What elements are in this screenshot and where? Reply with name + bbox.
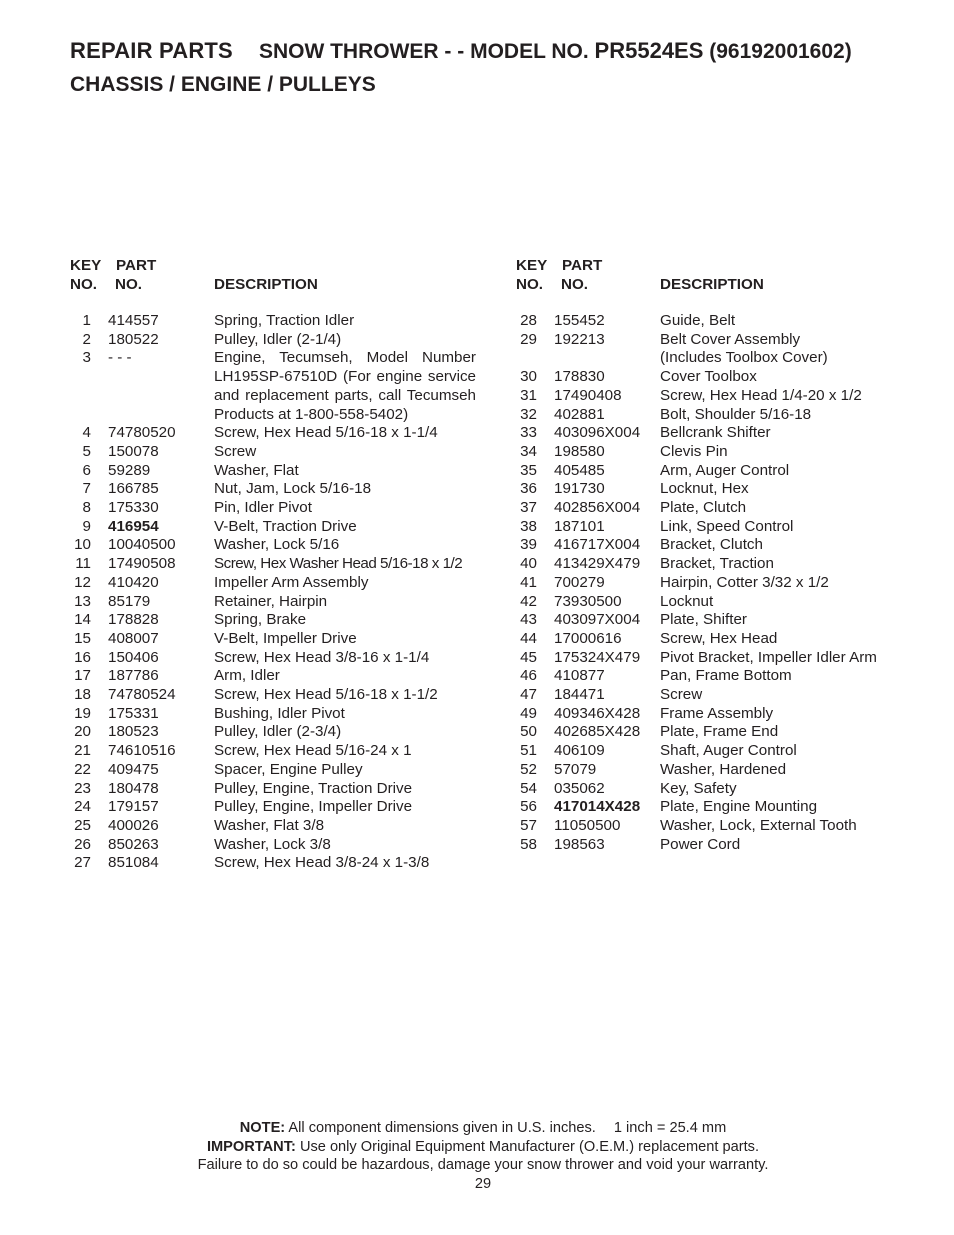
table-row	[70, 854, 490, 873]
table-row	[70, 443, 490, 462]
table-row	[70, 686, 490, 705]
part-number: 187786	[108, 667, 159, 685]
part-number: 178830	[554, 368, 605, 386]
part-number: 184471	[554, 686, 605, 704]
table-row	[516, 518, 936, 537]
key-number: 37	[520, 499, 537, 517]
part-description: Pulley, Engine, Impeller Drive	[214, 798, 413, 816]
key-number: 35	[520, 461, 537, 479]
model-number: PR5524ES	[594, 38, 704, 63]
key-header: KEY	[516, 257, 548, 274]
part-number: 74780520	[108, 424, 176, 442]
key-number: 52	[520, 760, 537, 778]
part-number: 198563	[554, 835, 605, 853]
key-number: 38	[520, 517, 537, 535]
part-number: 416954	[108, 517, 159, 535]
part-number: 403096X004	[554, 424, 641, 442]
key-number: 11	[75, 555, 91, 573]
table-row	[516, 480, 936, 499]
warning-line: Failure to do so could be hazardous, damage your snow thrower and void your warranty.	[197, 1157, 769, 1174]
part-description: Bolt, Shoulder 5/16-18	[660, 405, 812, 423]
part-description: Engine, Tecumseh, Model Number LH195SP-67510D (For engine service and replacement parts, call Tecumseh Products at 1-800-558-5402)	[214, 349, 476, 423]
part-description: Washer, Hardened	[660, 760, 787, 778]
part-number: 409346X428	[554, 704, 641, 722]
part-description: Washer, Flat 3/8	[214, 816, 325, 834]
part-description: (Includes Toolbox Cover)	[660, 349, 828, 367]
table-row	[70, 798, 490, 817]
table-header	[516, 254, 936, 312]
key-number: 5	[82, 442, 91, 460]
page-header	[70, 36, 930, 100]
key-number: 45	[520, 648, 537, 666]
table-row	[516, 761, 936, 780]
key-number: 20	[74, 723, 91, 741]
key-number: 25	[74, 816, 91, 834]
table-row	[516, 667, 936, 686]
part-number: 402856X004	[554, 499, 641, 517]
part-header: PART	[562, 257, 603, 274]
key-number: 22	[74, 760, 91, 778]
part-description: Plate, Frame End	[660, 723, 779, 741]
product-label: SNOW THROWER - - MODEL NO.	[258, 40, 589, 63]
key-number: 40	[520, 555, 537, 573]
section-label: REPAIR PARTS	[70, 38, 233, 63]
part-number: 417014X428	[554, 798, 641, 816]
part-description: Screw, Hex Head	[660, 629, 778, 647]
key-number: 9	[82, 517, 91, 535]
part-description: Washer, Lock, External Tooth	[660, 816, 857, 834]
description-header: DESCRIPTION	[214, 276, 318, 293]
key-number: 24	[74, 798, 91, 816]
key-number: 43	[520, 611, 537, 629]
part-number: 402685X428	[554, 723, 641, 741]
part-description: Power Cord	[660, 835, 741, 853]
title-line	[70, 36, 930, 67]
part-number: 17490408	[554, 386, 622, 404]
table-row	[70, 723, 490, 742]
part-number: 409475	[108, 760, 159, 778]
key-number: 1	[82, 312, 91, 329]
part-description: Locknut, Hex	[660, 480, 749, 498]
model-code: (96192001602)	[709, 40, 852, 63]
part-description: Screw, Hex Head 5/16-18 x 1-1/2	[214, 686, 438, 704]
key-number: 30	[520, 368, 537, 386]
key-number: 39	[520, 536, 537, 554]
key-number: 6	[82, 461, 91, 479]
table-row	[70, 593, 490, 612]
key-number: 16	[74, 648, 91, 666]
part-description: Arm, Idler	[214, 667, 280, 685]
table-row	[70, 742, 490, 761]
part-number: 405485	[554, 461, 605, 479]
key-number: 18	[74, 686, 91, 704]
part-description: Screw, Hex Head 3/8-16 x 1-1/4	[214, 648, 430, 666]
part-description: Guide, Belt	[660, 312, 736, 329]
key-number: 58	[520, 835, 537, 853]
table-row	[516, 705, 936, 724]
key-number: 8	[82, 499, 91, 517]
important-label: IMPORTANT:	[206, 1138, 296, 1155]
part-header: PART	[116, 257, 157, 274]
part-number: 150078	[108, 442, 159, 460]
part-number: 175324X479	[554, 648, 641, 666]
parts-table-left	[70, 254, 490, 873]
key-number: 36	[520, 480, 537, 498]
part-description: Washer, Lock 3/8	[214, 835, 331, 853]
part-number: 17490508	[108, 555, 176, 573]
part-description: Spring, Traction Idler	[214, 312, 355, 329]
table-row	[70, 424, 490, 443]
conversion-text: 1 inch = 25.4 mm	[613, 1120, 727, 1136]
table-row	[70, 574, 490, 593]
table-row	[516, 331, 936, 368]
table-body	[70, 312, 490, 873]
part-description: Hairpin, Cotter 3/32 x 1/2	[660, 573, 829, 591]
key-number: 32	[520, 405, 537, 423]
part-description: Plate, Engine Mounting	[660, 798, 818, 816]
note-label: NOTE:	[239, 1120, 286, 1136]
part-number: 179157	[108, 798, 159, 816]
part-number: 402881	[554, 405, 605, 423]
part-number: 191730	[554, 480, 605, 498]
part-description: V-Belt, Impeller Drive	[214, 629, 357, 647]
part-description: Screw, Hex Head 5/16-18 x 1-1/4	[214, 424, 438, 442]
part-number: 175330	[108, 499, 159, 517]
part-description: Shaft, Auger Control	[660, 742, 797, 760]
table-row	[516, 387, 936, 406]
part-description: Arm, Auger Control	[660, 461, 790, 479]
table-row	[516, 443, 936, 462]
part-number: - - -	[108, 349, 132, 367]
key-number: 4	[82, 424, 91, 442]
part-description: Belt Cover Assembly	[660, 330, 801, 348]
part-number: 403097X004	[554, 611, 641, 629]
part-description: Plate, Clutch	[660, 499, 747, 517]
table-row	[516, 536, 936, 555]
table-row	[70, 499, 490, 518]
part-description: Washer, Flat	[214, 461, 299, 479]
part-number: 850263	[108, 835, 159, 853]
part-description: Bushing, Idler Pivot	[214, 704, 345, 722]
table-row	[70, 312, 490, 331]
key-number: 54	[520, 779, 537, 797]
key-number: 34	[520, 442, 537, 460]
part-number: 17000616	[554, 629, 622, 647]
table-row	[516, 723, 936, 742]
part-description: Screw, Hex Washer Head 5/16-18 x 1/2	[214, 555, 463, 573]
part-header-no: NO.	[561, 276, 589, 293]
table-row	[70, 349, 490, 424]
table-row	[70, 761, 490, 780]
table-row	[516, 798, 936, 817]
part-description: Pulley, Engine, Traction Drive	[214, 779, 413, 797]
part-description: Clevis Pin	[660, 442, 728, 460]
table-row	[70, 518, 490, 537]
part-number: 85179	[108, 592, 151, 610]
important-line	[0, 1138, 954, 1157]
table-row	[70, 630, 490, 649]
part-description: Washer, Lock 5/16	[214, 536, 340, 554]
key-number: 28	[520, 312, 537, 329]
table-row	[516, 499, 936, 518]
part-description: Impeller Arm Assembly	[214, 573, 369, 591]
table-row	[516, 742, 936, 761]
part-number: 155452	[554, 312, 605, 329]
part-number: 410877	[554, 667, 605, 685]
key-number: 17	[74, 667, 91, 685]
part-description: Screw, Hex Head 5/16-24 x 1	[214, 742, 412, 760]
part-number: 150406	[108, 648, 159, 666]
table-row	[70, 817, 490, 836]
part-description: Cover Toolbox	[660, 368, 757, 386]
key-number: 57	[520, 816, 537, 834]
table-row	[70, 611, 490, 630]
table-row	[516, 817, 936, 836]
part-number: 416717X004	[554, 536, 641, 554]
key-number: 10	[74, 536, 91, 554]
part-number: 74780524	[108, 686, 176, 704]
page-footer	[0, 1119, 954, 1194]
table-row	[70, 480, 490, 499]
part-description: Spacer, Engine Pulley	[214, 760, 363, 778]
part-number: 851084	[108, 854, 159, 872]
part-description: Frame Assembly	[660, 704, 774, 722]
key-header: KEY	[70, 257, 102, 274]
table-row	[516, 555, 936, 574]
note-text: All component dimensions given in U.S. inches.	[288, 1120, 596, 1136]
part-header-no: NO.	[115, 276, 143, 293]
key-number: 31	[520, 386, 537, 404]
key-number: 49	[520, 704, 537, 722]
part-number: 035062	[554, 779, 605, 797]
part-description: Pan, Frame Bottom	[660, 667, 792, 685]
key-number: 27	[74, 854, 91, 872]
part-number: 59289	[108, 461, 151, 479]
part-number: 192213	[554, 330, 605, 348]
part-number: 406109	[554, 742, 605, 760]
key-number: 47	[520, 686, 537, 704]
key-number: 14	[74, 611, 91, 629]
table-row	[516, 574, 936, 593]
part-number: 198580	[554, 442, 605, 460]
part-description: Plate, Shifter	[660, 611, 747, 629]
key-number: 51	[520, 742, 537, 760]
note-line	[0, 1119, 954, 1138]
part-description: Screw	[214, 442, 257, 460]
part-description: V-Belt, Traction Drive	[214, 517, 357, 535]
table-row	[70, 667, 490, 686]
key-number: 23	[74, 779, 91, 797]
key-header-no: NO.	[516, 276, 544, 293]
table-row	[516, 312, 936, 331]
part-number: 166785	[108, 480, 159, 498]
table-row	[70, 649, 490, 668]
table-body	[516, 312, 936, 854]
table-row	[516, 424, 936, 443]
table-row	[70, 462, 490, 481]
key-number: 33	[520, 424, 537, 442]
part-description: Pulley, Idler (2-1/4)	[214, 330, 342, 348]
table-row	[516, 593, 936, 612]
table-row	[516, 630, 936, 649]
part-description: Screw, Hex Head 3/8-24 x 1-3/8	[214, 854, 430, 872]
table-row	[70, 705, 490, 724]
key-number: 3	[82, 349, 91, 367]
part-description: Bellcrank Shifter	[660, 424, 771, 442]
key-number: 46	[520, 667, 537, 685]
part-number: 57079	[554, 760, 597, 778]
key-number: 56	[520, 798, 537, 816]
part-description: Key, Safety	[660, 779, 737, 797]
important-text: Use only Original Equipment Manufacturer (O.E.M.) replacement parts.	[299, 1138, 760, 1155]
key-number: 19	[74, 704, 91, 722]
description-header: DESCRIPTION	[660, 276, 764, 293]
table-row	[516, 686, 936, 705]
key-number: 15	[74, 629, 91, 647]
part-description: Screw	[660, 686, 703, 704]
key-number: 29	[520, 330, 537, 348]
key-header-no: NO.	[70, 276, 98, 293]
table-header	[70, 254, 490, 312]
part-number: 408007	[108, 629, 159, 647]
key-number: 26	[74, 835, 91, 853]
table-row	[70, 836, 490, 855]
part-description: Pulley, Idler (2-3/4)	[214, 723, 342, 741]
table-row	[516, 649, 936, 668]
table-row	[516, 836, 936, 855]
part-description: Retainer, Hairpin	[214, 592, 328, 610]
key-number: 44	[520, 629, 537, 647]
key-number: 7	[82, 480, 91, 498]
part-number: 180523	[108, 723, 159, 741]
part-description: Pin, Idler Pivot	[214, 499, 312, 517]
parts-table-right	[516, 254, 936, 854]
key-number: 41	[520, 573, 537, 591]
table-row	[516, 780, 936, 799]
part-number: 187101	[554, 517, 605, 535]
part-description: Pivot Bracket, Impeller Idler Arm	[660, 648, 877, 666]
part-number: 410420	[108, 573, 159, 591]
part-number: 414557	[108, 312, 159, 329]
part-description: Nut, Jam, Lock 5/16-18	[214, 480, 372, 498]
page-subtitle: CHASSIS / ENGINE / PULLEYS	[70, 73, 376, 96]
part-description: Link, Speed Control	[660, 517, 794, 535]
table-row	[70, 780, 490, 799]
key-number: 21	[74, 742, 91, 760]
key-number: 50	[520, 723, 537, 741]
key-number: 2	[82, 330, 91, 348]
part-number: 11050500	[554, 816, 621, 834]
part-number: 175331	[108, 704, 159, 722]
page-number: 29	[474, 1176, 492, 1193]
table-row	[70, 536, 490, 555]
part-description: Spring, Brake	[214, 611, 307, 629]
table-row	[70, 331, 490, 350]
part-number: 400026	[108, 816, 159, 834]
part-description: Screw, Hex Head 1/4-20 x 1/2	[660, 386, 862, 404]
part-number: 73930500	[554, 592, 622, 610]
part-number: 178828	[108, 611, 159, 629]
part-number: 10040500	[108, 536, 176, 554]
part-number: 180478	[108, 779, 159, 797]
table-row	[516, 462, 936, 481]
key-number: 13	[74, 592, 91, 610]
table-row	[516, 611, 936, 630]
part-description: Bracket, Traction	[660, 555, 774, 573]
table-row	[516, 406, 936, 425]
table-row	[516, 368, 936, 387]
part-number: 74610516	[108, 742, 176, 760]
part-number: 180522	[108, 330, 159, 348]
key-number: 42	[520, 592, 537, 610]
part-description: Bracket, Clutch	[660, 536, 763, 554]
key-number: 12	[74, 573, 91, 591]
part-number: 413429X479	[554, 555, 641, 573]
table-row	[70, 555, 490, 574]
part-number: 700279	[554, 573, 605, 591]
part-description: Locknut	[660, 592, 714, 610]
